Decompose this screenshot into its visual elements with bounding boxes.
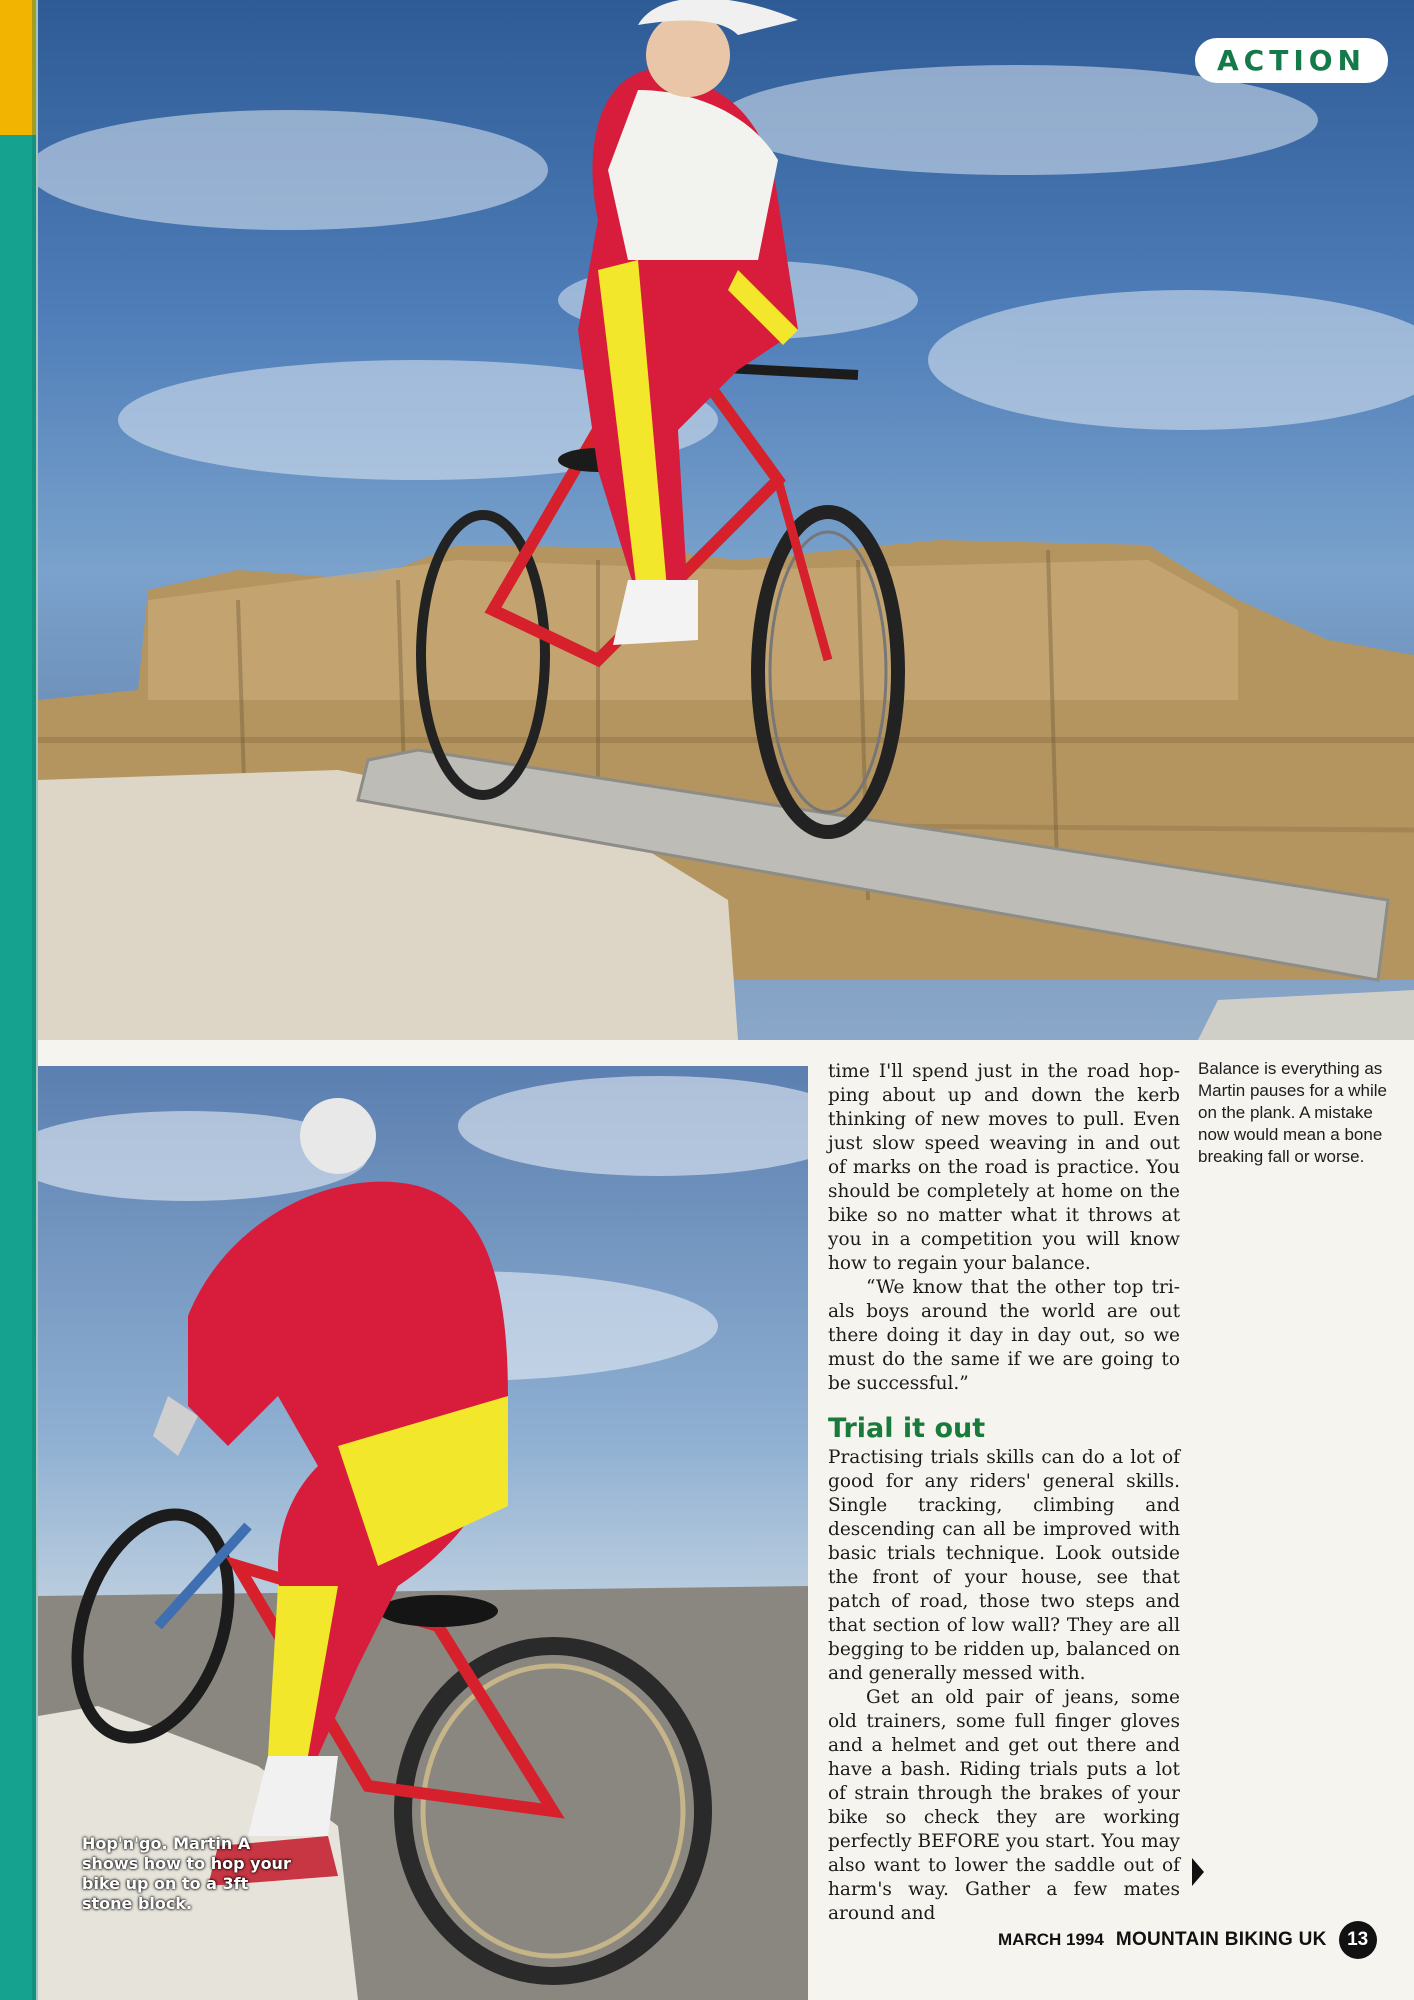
body-paragraph-1: time I'll spend just in the road hop-ping about up and down the kerb thinking of new moves to pull. Even just slow speed weaving in and out of marks on the road is practice. You should be completely at home on the bike so no matter what it throws at you in a competition you will know how to regain your balance. [828,1061,1180,1274]
section-tag: ACTION [1195,38,1388,83]
continue-arrow-icon [1192,1858,1204,1886]
photo-rider-hopping-block [38,1066,808,2000]
article-body [828,1060,1180,1926]
photo-rider-on-plank [38,0,1414,1040]
photo-rider-on-plank-illustration [38,0,1414,1040]
body-paragraph-2: “We know that the other top tri-als boys around the world are out there doing it day in day out, so we must do the same if we are going to be successful.” [828,1277,1180,1394]
section-heading: Trial it out [828,1413,986,1444]
page-number: 13 [1339,1921,1377,1959]
issue-date: MARCH 1994 [998,1930,1104,1949]
photo-caption: Hop'n'go. Martin A shows how to hop your bike up on to a 3ft stone block. [82,1834,291,1913]
magazine-title: MOUNTAIN BIKING UK [1115,1929,1327,1950]
side-color-strip [0,0,36,2000]
body-paragraph-3: Practising trials skills can do a lot of good for any riders' general skills. Single tracking, climbing and descending can all be improved with basic trials technique. Look outside the front of your house, see that patch of road, those two steps and that section of low wall? They are all begging to be ridden up, balanced on and generally messed with. [828,1447,1180,1684]
side-caption: Balance is everything as Martin pauses for a while on the plank. A mistake now would mean a bone breaking fall or worse. [1198,1059,1387,1166]
page-footer [998,1920,1377,1960]
body-paragraph-4: Get an old pair of jeans, some old trainers, some full finger gloves and a helmet and get out there and have a bash. Riding trials puts a lot of strain through the brakes of your bike so check they are working perfectly BEFORE you start. You may also want to lower the saddle out of harm's way. Gather a few mates around and [828,1687,1180,1924]
side-color-strip-top [0,0,36,135]
